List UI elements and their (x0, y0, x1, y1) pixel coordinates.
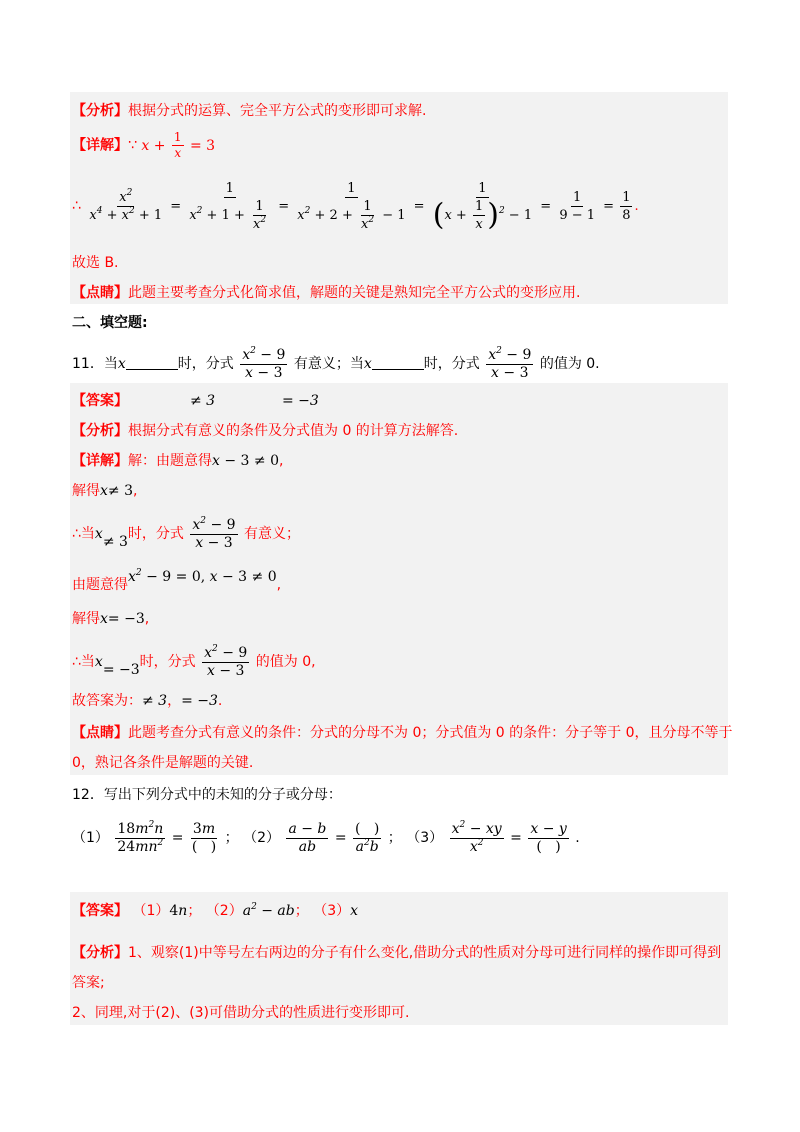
prev-conclusion: 故选 B. (72, 255, 119, 271)
q11-solve-1: 解得x≠ 3, (72, 483, 138, 499)
q12-items: （1） $\frac{18m^2n}{24mn^2}$ = $\frac{3m}{( )}$ ； （2） $\frac{a - b}{ab}$ = $\frac{( )}{a^2b}$ ； （3） $\frac{x^2 - xy}{x^2}$ = $\frac{x - y}{( )}$ . (72, 819, 580, 855)
q11-comment-1: 【点睛】此题考查分式有意义的条件：分式的分母不为 0；分式值为 0 的条件：分子等于 0，且分母不等于 (72, 725, 733, 741)
q11-final: 故答案为：≠ 3，= −3. (72, 693, 223, 709)
condition-formula: x + $\frac{1}{x}$ = 3 (141, 130, 216, 160)
prev-detail: 【详解】∵ x + $\frac{1}{x}$ = 3 (72, 130, 216, 160)
q11-analysis: 【分析】根据分式有意义的条件及分式值为 0 的计算方法解答. (72, 423, 459, 439)
q12-question: 12．写出下列分式中的未知的分子或分母： (72, 787, 342, 803)
q11-solve-2: 解得x= −3, (72, 611, 150, 627)
q12-analysis-1: 【分析】1、观察(1)中等号左右两边的分子有什么变化,借助分式的性质对分母可进行同样的操作即可得到 (72, 945, 722, 961)
q11-question: 11．当x 时，分式 $\frac{x^2 - 9}{x - 3}$ 有意义；当x 时，分式 $\frac{x^2 - 9}{x - 3}$ 的值为 0. (72, 345, 600, 381)
q11-comment-2: 0，熟记各条件是解题的关键. (72, 755, 254, 771)
q12-analysis-2: 答案; (72, 975, 105, 991)
q12-answer: 【答案】 （1）4n； $(2)a^2$ − ab； （3）x (72, 902, 359, 919)
prev-comment: 【点睛】此题主要考查分式化简求值，解题的关键是熟知完全平方公式的变形应用. (72, 285, 581, 301)
q11-blank-1[interactable] (126, 355, 178, 370)
q12-analysis-3: 2、同理,对于(2)、(3)可借助分式的性质进行变形即可. (72, 1005, 410, 1021)
q11-value-zero: ∴当x= −3时，分式 $\frac{x^2 - 9}{x - 3}$ 的值为 0, (72, 643, 316, 679)
prev-derivation: ∴ $\frac{x^2}{x^4 + x^2 + 1}$ = 1 $x^2 + 1$ + $\frac{1}{x^2}$ = 1 $x^2 + 2$ + $\frac{1}{x^2}$ − 1 = 1 (x + $\frac{1}{x}$ )$^2$ − 1 = $\frac{1}{9 - 1}$ = $\frac{1}{8}$ . (72, 181, 639, 233)
q11-meaningful: ∴当x≠ 3时，分式 $\frac{x^2 - 9}{x - 3}$ 有意义； (72, 515, 301, 551)
q11-answer: 【答案】 ≠ 3 = −3 (72, 393, 319, 409)
q11-detail: 【详解】解：由题意得x − 3 ≠ 0, (72, 453, 284, 469)
q11-condition: 由题意得$x^2 - 9 = 0$, x − 3 ≠ 0, (72, 568, 282, 593)
prev-analysis: 【分析】根据分式的运算、完全平方公式的变形即可求解. (72, 103, 427, 119)
section-title: 二、填空题: (72, 315, 148, 331)
q11-blank-2[interactable] (372, 355, 424, 370)
